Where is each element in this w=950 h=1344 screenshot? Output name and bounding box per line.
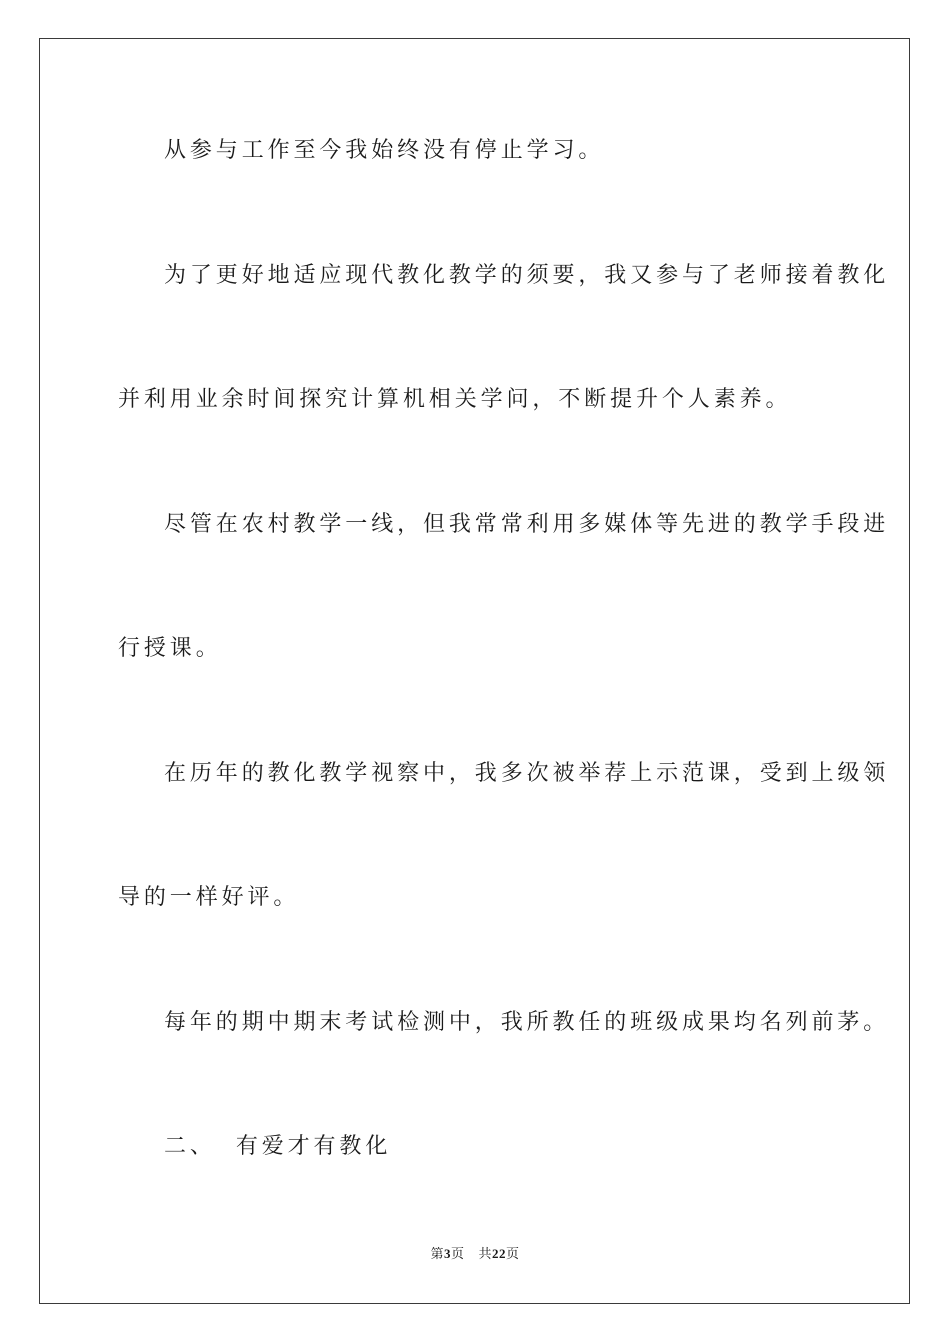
total-prefix: 共	[478, 1246, 493, 1261]
section-number: 二、	[164, 1134, 216, 1159]
paragraph-line: 并利用业余时间探究计算机相关学问，不断提升个人素养。	[118, 387, 792, 412]
total-page-count: 22	[492, 1246, 507, 1261]
paragraph-line: 在历年的教化教学视察中，我多次被举荐上示范课，受到上级领	[164, 761, 890, 786]
page-footer	[0, 1245, 950, 1263]
paragraph-line: 导的一样好评。	[118, 885, 300, 910]
page-suffix: 页	[450, 1246, 465, 1261]
total-suffix: 页	[506, 1246, 520, 1261]
page-border	[39, 38, 910, 1304]
section-title: 有爱才有教化	[235, 1134, 392, 1159]
paragraph-line: 每年的期中期末考试检测中，我所教任的班级成果均名列前茅。	[164, 1010, 890, 1035]
section-heading	[164, 1132, 844, 1162]
page-prefix: 第	[430, 1246, 444, 1261]
current-page-number: 3	[443, 1246, 451, 1261]
paragraph-line: 行授课。	[118, 636, 222, 661]
paragraph-line: 为了更好地适应现代教化教学的须要，我又参与了老师接着教化	[164, 263, 890, 288]
paragraph-line: 从参与工作至今我始终没有停止学习。	[164, 138, 605, 163]
paragraph-line: 尽管在农村教学一线，但我常常利用多媒体等先进的教学手段进	[164, 512, 890, 537]
